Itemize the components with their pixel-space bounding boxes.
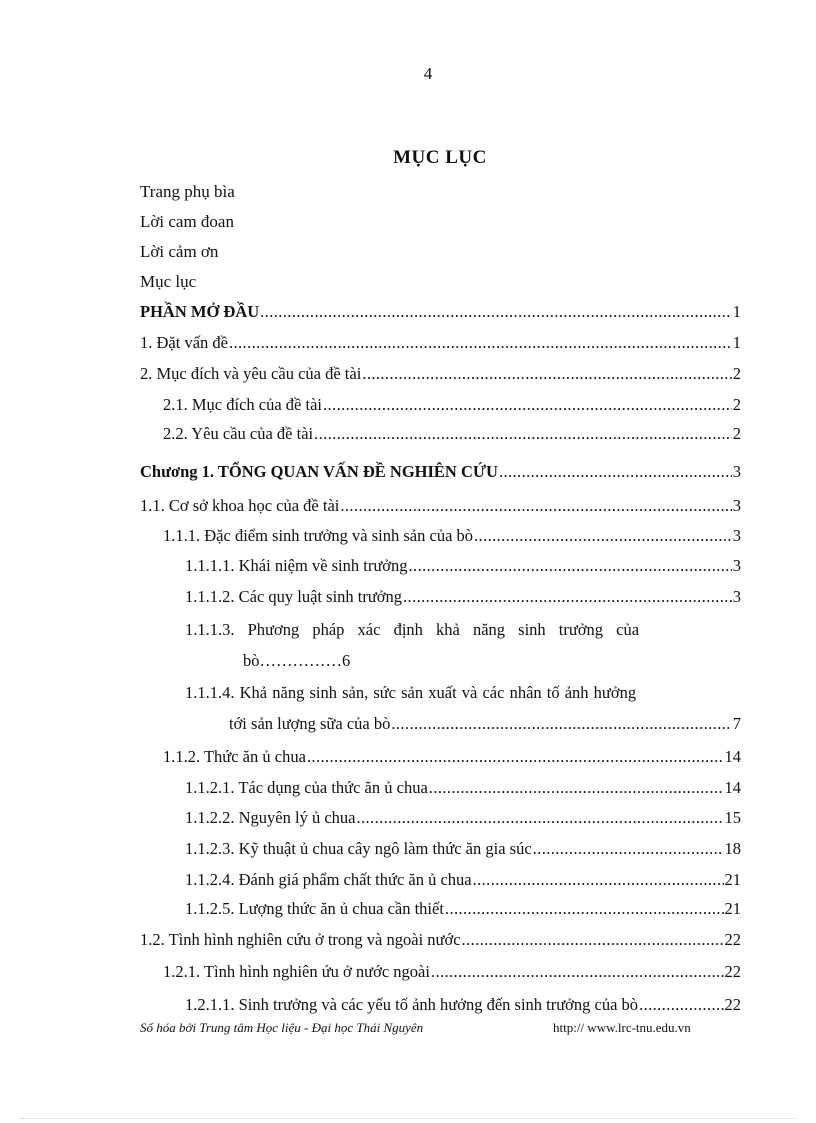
toc-entry[interactable] (140, 333, 741, 353)
toc-entry-page: 1 (732, 333, 741, 352)
toc-entry[interactable] (185, 839, 741, 859)
toc-entry-page: 18 (724, 839, 741, 858)
toc-entry-title: PHẦN MỞ ĐẦU (140, 302, 260, 321)
toc-entry-title: 2. Mục đích và yêu cầu của đề tài (140, 364, 362, 383)
page-title: MỤC LỤC (393, 147, 487, 168)
toc-entry[interactable] (140, 302, 741, 322)
toc-entry-page: 2 (732, 364, 741, 383)
page-bottom-divider (20, 1118, 796, 1119)
toc-entry[interactable] (163, 424, 741, 444)
toc-entry-page: 7 (732, 714, 741, 733)
footer-source: Số hóa bởi Trung tâm Học liệu - Đại học Thái Nguyên (140, 1020, 424, 1035)
toc-entry-title: 1.1.2.5. Lượng thức ăn ủ chua cần thiết (185, 899, 444, 918)
toc-entry-chapter[interactable] (140, 462, 741, 482)
toc-entry-title: 1.1.2.4. Đánh giá phẩm chất thức ăn ủ chua (185, 870, 472, 889)
toc-entry-page: 22 (724, 962, 741, 981)
toc-entry[interactable] (185, 870, 741, 890)
toc-entry-page: 21 (724, 870, 741, 889)
toc-entry-title: 1.2.1.1. Sinh trưởng và các yếu tố ảnh hưởng đến sinh trưởng của bò (185, 995, 639, 1014)
page-number: 4 (423, 64, 433, 83)
toc-entry-page: 1 (732, 302, 741, 321)
toc-entry-page: 14 (724, 778, 741, 797)
toc-entry-page: 14 (724, 747, 741, 766)
toc-entry-title: 1.1.1. Đặc điểm sinh trưởng và sinh sản của bò (163, 526, 474, 545)
toc-entry-title: 1.1.2.1. Tác dụng của thức ăn ủ chua (185, 778, 428, 797)
toc-entry-page: 15 (724, 808, 741, 827)
toc-entry[interactable] (163, 962, 741, 982)
prelim-item: Lời cảm ơn (140, 242, 219, 261)
toc-entry[interactable] (140, 364, 741, 384)
toc-entry[interactable] (163, 747, 741, 767)
toc-entry-title: Chương 1. TỔNG QUAN VẤN ĐỀ NGHIÊN CỨU (140, 462, 498, 481)
toc-entry[interactable] (163, 526, 741, 546)
footer-url[interactable]: http:// www.lrc-tnu.edu.vn (553, 1020, 691, 1035)
toc-entry-page: 2 (732, 424, 741, 443)
toc-entry-title: 1.1.1.2. Các quy luật sinh trưởng (185, 587, 403, 606)
toc-entry-title: 1.1.2.2. Nguyên lý ủ chua (185, 808, 356, 827)
toc-entry[interactable] (185, 587, 741, 607)
toc-entry-title: 1.1.1.1. Khái niệm về sinh trưởng (185, 556, 408, 575)
toc-entry[interactable] (185, 899, 741, 919)
prelim-item: Lời cam đoan (140, 212, 234, 231)
toc-entry[interactable]: 1.1.1.4. Khả năng sinh sản, sức sản xuất và các nhân tố ảnh hưởng (185, 683, 637, 702)
toc-entry-page: 22 (724, 930, 741, 949)
toc-entry-title: 1.2. Tình hình nghiên cứu ở trong và ngoài nước (140, 930, 461, 949)
toc-entry-title: 1.1.2. Thức ăn ủ chua (163, 747, 306, 766)
toc-entry-title: 1. Đặt vấn đề (140, 333, 228, 352)
toc-entry-title: 2.1. Mục đích của đề tài (163, 395, 322, 414)
toc-entry-title: tới sản lượng sữa của bò (229, 714, 391, 733)
toc-entry-page: 22 (724, 995, 741, 1014)
toc-entry-continuation[interactable] (229, 714, 741, 734)
toc-entry-page: 3 (732, 556, 741, 575)
toc-entry-page: 3 (732, 462, 741, 481)
toc-entry[interactable] (185, 778, 741, 798)
toc-entry-continuation: bò……………6 (243, 651, 351, 670)
toc-entry-title: 1.1.2.3. Kỹ thuật ủ chua cây ngô làm thức ăn gia súc (185, 839, 532, 858)
toc-entry-page: 3 (732, 526, 741, 545)
toc-entry[interactable] (140, 930, 741, 950)
toc-entry-title: 1.1. Cơ sở khoa học của đề tài (140, 496, 340, 515)
toc-entry[interactable] (185, 808, 741, 828)
toc-entry-page: 3 (732, 587, 741, 606)
toc-entry[interactable] (185, 995, 741, 1015)
prelim-item: Trang phụ bìa (140, 182, 235, 201)
toc-entry-page: 21 (724, 899, 741, 918)
toc-entry[interactable] (140, 496, 741, 516)
toc-entry[interactable]: 1.1.1.3. Phương pháp xác định khả năng sinh trưởng của (185, 620, 640, 639)
toc-entry[interactable] (163, 395, 741, 415)
toc-entry-title: 2.2. Yêu cầu của đề tài (163, 424, 314, 443)
toc-entry-page: 2 (732, 395, 741, 414)
prelim-item: Mục lục (140, 272, 197, 291)
toc-entry-title: 1.2.1. Tình hình nghiên ứu ở nước ngoài (163, 962, 430, 981)
toc-entry[interactable] (185, 556, 741, 576)
toc-entry-page: 3 (732, 496, 741, 515)
